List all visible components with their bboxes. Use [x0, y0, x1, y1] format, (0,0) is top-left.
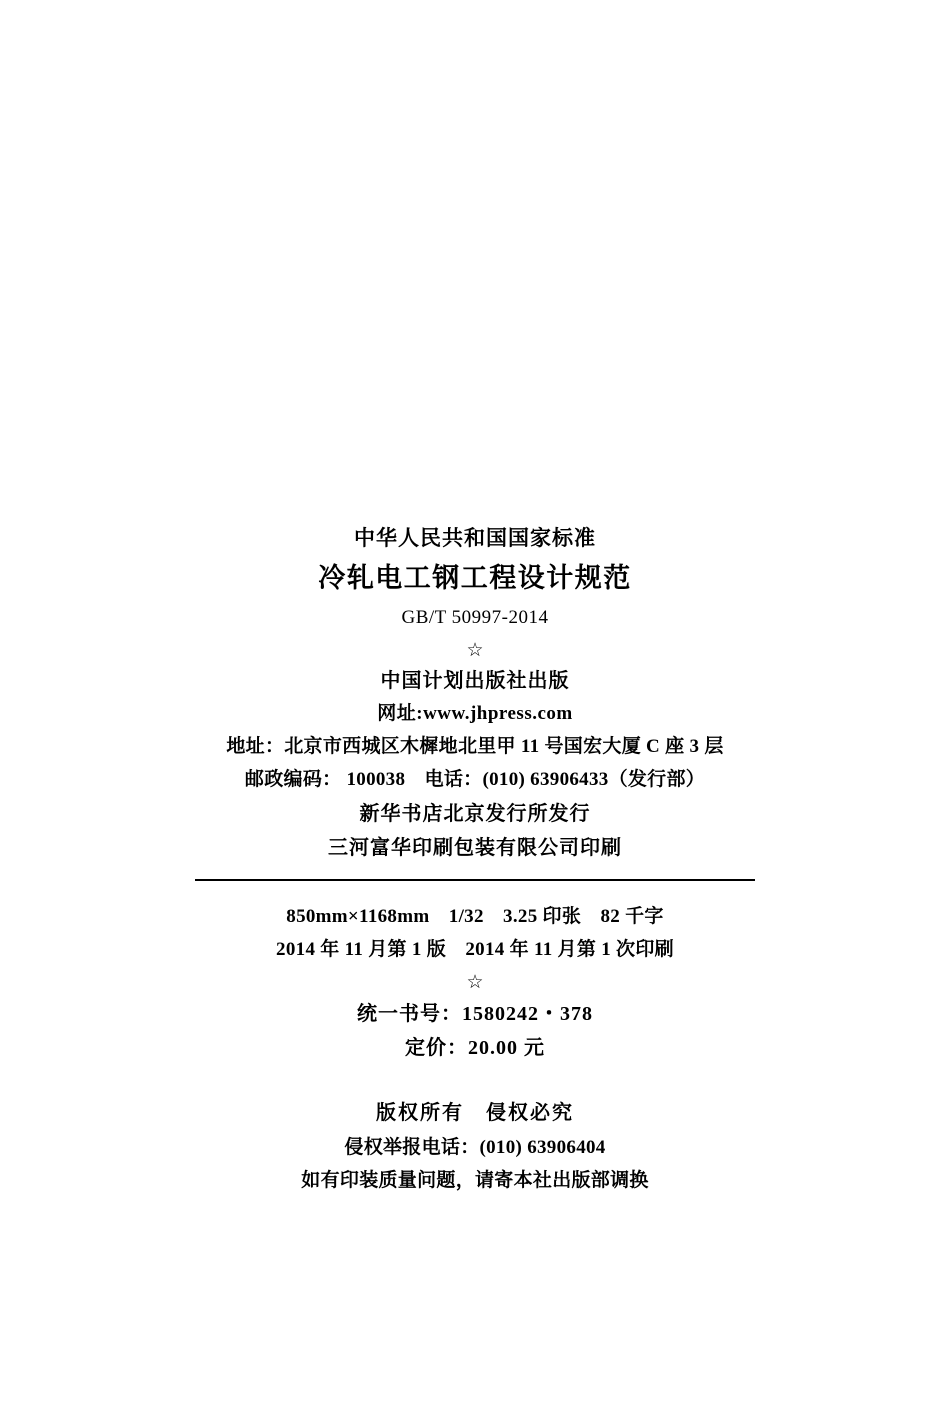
divider: [195, 879, 755, 881]
publisher-address: 地址：北京市西城区木樨地北里甲 11 号国宏大厦 C 座 3 层: [226, 736, 724, 757]
infringement-report-phone: 侵权举报电话：(010) 63906404: [344, 1137, 606, 1158]
book-specs: 850mm×1168mm 1/32 3.25 印张 82 千字: [286, 906, 664, 927]
printer: 三河富华印刷包装有限公司印刷: [328, 835, 622, 859]
standard-code: GB/T 50997-2014: [401, 607, 549, 628]
star-ornament-top-icon: ☆: [466, 640, 484, 661]
quality-exchange-note: 如有印装质量问题，请寄本社出版部调换: [301, 1170, 649, 1191]
price: 定价：20.00 元: [405, 1037, 545, 1059]
edition-info: 2014 年 11 月第 1 版 2014 年 11 月第 1 次印刷: [276, 939, 674, 960]
distributor: 新华书店北京发行所发行: [359, 801, 591, 825]
star-ornament-bottom-icon: ☆: [466, 972, 484, 993]
publisher-postal-phone: 邮政编码： 100038 电话：(010) 63906433（发行部）: [244, 769, 706, 790]
publisher-name: 中国计划出版社出版: [380, 668, 570, 692]
page-title: 冷轧电工钢工程设计规范: [318, 563, 632, 594]
unified-book-number: 统一书号：1580242・378: [357, 1003, 593, 1025]
standard-kind: 中华人民共和国国家标准: [354, 526, 596, 550]
colophon-block: [0, 528, 950, 1204]
copyright-notice: 版权所有 侵权必究: [376, 1100, 574, 1124]
publisher-website: 网址:www.jhpress.com: [377, 703, 573, 724]
